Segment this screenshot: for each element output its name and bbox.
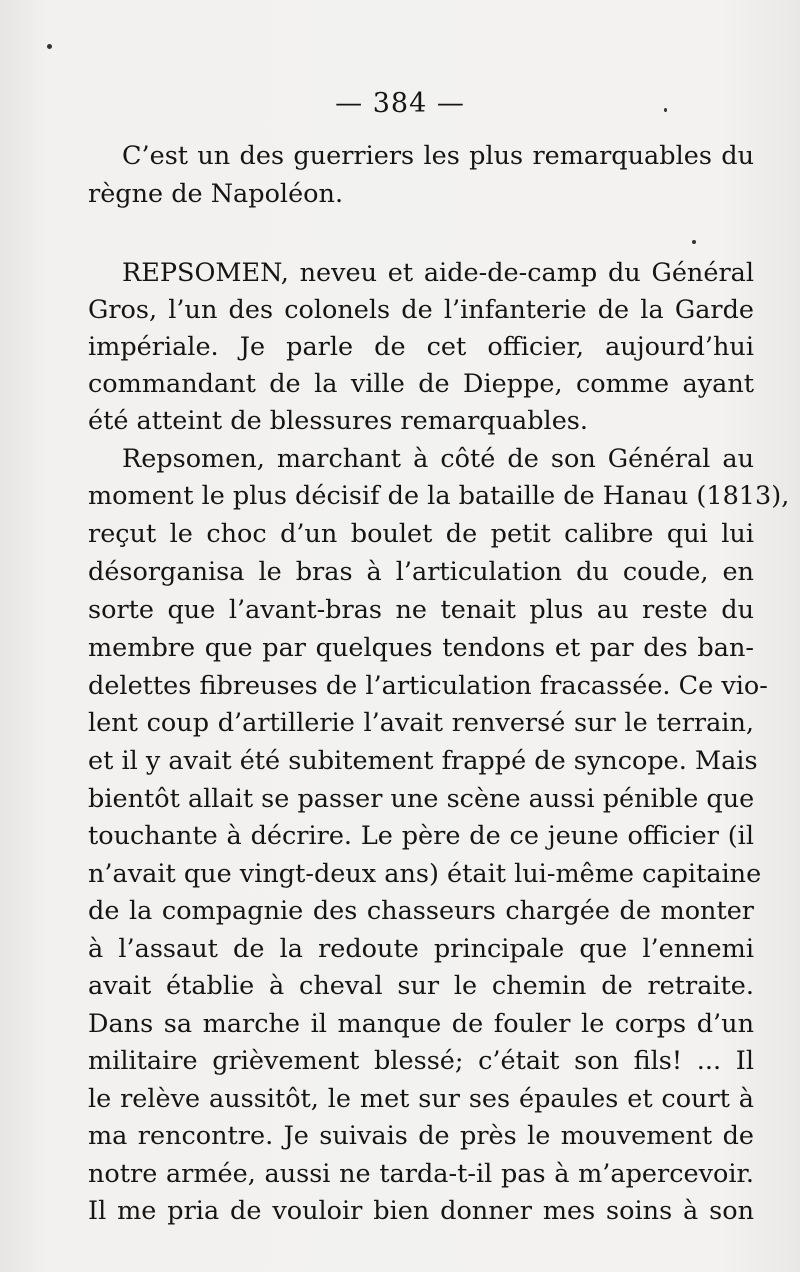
page-number: — 384 —	[335, 88, 465, 119]
text-line: à l’assaut de la redoute principale que l’ennemi	[88, 934, 754, 964]
text-line: règne de Napoléon.	[88, 179, 344, 209]
text-line: reçut le choc d’un boulet de petit calibre qui lui	[88, 519, 754, 549]
text-line: lent coup d’artillerie l’avait renversé sur le terrain,	[88, 708, 754, 738]
text-line: membre que par quelques tendons et par des ban-	[88, 633, 754, 663]
text-line: C’est un des guerriers les plus remarquables du	[122, 141, 754, 171]
text-line: touchante à décrire. Le père de ce jeune officier (il	[88, 821, 754, 851]
text-line: Dans sa marche il manque de fouler le corps d’un	[88, 1009, 754, 1039]
text-line: bientôt allait se passer une scène aussi pénible que	[88, 784, 755, 814]
text-line: désorganisa le bras à l’articulation du coude, en	[88, 557, 754, 587]
text-line: Gros, l’un des colonels de l’infanterie de la Garde	[88, 295, 754, 325]
text-line: été atteint de blessures remarquables.	[88, 406, 588, 436]
text-line: commandant de la ville de Dieppe, comme ayant	[88, 369, 754, 399]
text-line: ma rencontre. Je suivais de près le mouvement de	[88, 1121, 754, 1151]
text-line: n’avait que vingt-deux ans) était lui-même capitaine	[88, 859, 762, 889]
text-line: Il me pria de vouloir bien donner mes soins à son	[88, 1196, 754, 1226]
text-line: avait établie à cheval sur le chemin de retraite.	[88, 971, 754, 1001]
text-line: sorte que l’avant-bras ne tenait plus au reste du	[88, 595, 754, 625]
text-line: militaire grièvement blessé; c’était son fils! ... Il	[88, 1046, 754, 1076]
text-line: et il y avait été subitement frappé de syncope. Mais	[88, 746, 758, 776]
ink-speck	[692, 240, 696, 244]
text-line: REPSOMEN, neveu et aide-de-camp du Général	[122, 258, 754, 288]
text-line: moment le plus décisif de la bataille de Hanau (1813),	[88, 481, 790, 511]
text-line: le relève aussitôt, le met sur ses épaules et court à	[88, 1084, 754, 1114]
text-line: Repsomen, marchant à côté de son Général au	[122, 444, 754, 474]
text-line: impériale. Je parle de cet officier, aujourd’hui	[88, 332, 754, 362]
text-line: delettes fibreuses de l’articulation fracassée. Ce vio-	[88, 671, 768, 701]
ink-speck	[47, 44, 52, 49]
text-line: notre armée, aussi ne tarda-t-il pas à m’apercevoir.	[88, 1159, 754, 1189]
text-line: de la compagnie des chasseurs chargée de monter	[88, 896, 754, 926]
